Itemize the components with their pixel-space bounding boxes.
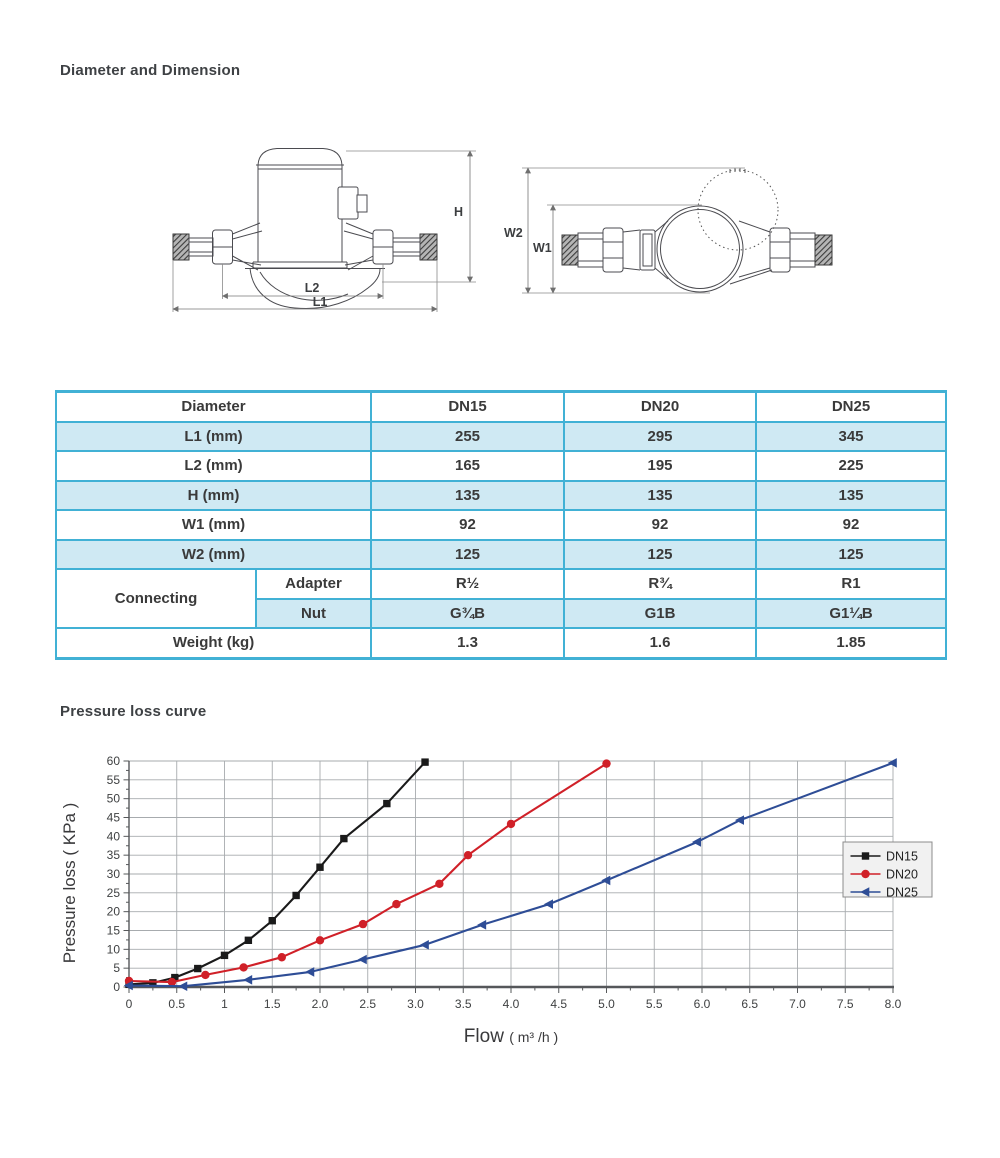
front-view-drawing	[562, 168, 832, 292]
row-label-cell: W1 (mm)	[56, 510, 371, 540]
thread-end-right	[420, 234, 437, 260]
thread-end-left2	[562, 235, 578, 265]
svg-text:0.5: 0.5	[168, 997, 186, 1011]
svg-text:60: 60	[106, 754, 120, 768]
legend-label-DN20: DN20	[886, 867, 918, 882]
table-row-adapter	[56, 569, 946, 599]
svg-text:6.5: 6.5	[741, 997, 759, 1011]
value-cell: 125	[564, 540, 756, 570]
meter-body-circle	[657, 206, 743, 292]
dim-label-h: H	[454, 205, 464, 219]
svg-text:3.0: 3.0	[407, 997, 424, 1011]
header-dn20-cell: DN20	[564, 392, 756, 422]
svg-text:3.5: 3.5	[454, 997, 472, 1011]
technical-drawings	[90, 138, 850, 338]
svg-text:7.0: 7.0	[789, 997, 806, 1011]
value-cell: 125	[371, 540, 564, 570]
header-dn25-cell: DN25	[756, 392, 946, 422]
value-cell: 92	[371, 510, 564, 540]
thread-end-left	[173, 234, 189, 260]
svg-text:8.0: 8.0	[884, 997, 902, 1011]
value-cell: 255	[371, 422, 564, 452]
table-header-row	[56, 392, 946, 422]
svg-text:50: 50	[106, 791, 120, 806]
svg-text:30: 30	[106, 867, 120, 881]
register-dome	[258, 149, 342, 166]
value-cell: G1B	[564, 599, 756, 629]
nut-right2	[770, 228, 790, 272]
value-cell: 1.3	[371, 628, 564, 658]
svg-text:6.0: 6.0	[693, 997, 711, 1011]
value-cell: 92	[756, 510, 946, 540]
svg-text:10: 10	[106, 942, 120, 957]
dim-label-l2: L2	[304, 281, 320, 295]
table-row	[56, 481, 946, 511]
pressure-loss-chart	[55, 745, 955, 1060]
legend-label-DN15: DN15	[886, 849, 918, 864]
dimension-heading: Diameter and Dimension	[60, 62, 241, 79]
x-tick-labels	[126, 997, 902, 1011]
chart-ticks	[124, 761, 894, 993]
svg-text:15: 15	[106, 923, 120, 938]
svg-text:0: 0	[125, 997, 133, 1011]
value-cell: R¾	[564, 569, 756, 599]
value-cell: G1¼B	[756, 599, 946, 629]
svg-text:7.5: 7.5	[836, 997, 854, 1011]
pressure-heading: Pressure loss curve	[60, 703, 207, 720]
svg-text:2.0: 2.0	[311, 997, 329, 1011]
value-cell: R1	[756, 569, 946, 599]
svg-text:45: 45	[106, 810, 120, 825]
svg-text:5: 5	[113, 961, 120, 976]
table-row	[56, 510, 946, 540]
row-label-cell: L1 (mm)	[56, 422, 371, 452]
value-cell: 92	[564, 510, 756, 540]
side-view-dimensions	[173, 151, 476, 312]
value-cell: R½	[371, 569, 564, 599]
header-diameter-cell: Diameter	[56, 392, 371, 422]
row-label-cell: H (mm)	[56, 481, 371, 511]
adapter-label-cell: Adapter	[256, 569, 371, 599]
dim-label-w2: W2	[504, 226, 523, 240]
dimension-table	[55, 390, 947, 660]
chart-legend	[843, 842, 932, 900]
chart-grid	[129, 761, 893, 987]
value-cell: 195	[564, 451, 756, 481]
value-cell: 165	[371, 451, 564, 481]
svg-text:40: 40	[106, 829, 120, 844]
value-cell: 1.85	[756, 628, 946, 658]
chart-series-DN15	[125, 758, 428, 988]
value-cell: 135	[371, 481, 564, 511]
svg-text:55: 55	[106, 772, 120, 787]
x-axis-title: Flow ( m³ /h )	[463, 1026, 559, 1047]
row-label-cell: Weight (kg)	[56, 628, 371, 658]
value-cell: 1.6	[564, 628, 756, 658]
svg-text:25: 25	[106, 885, 120, 900]
header-dn15-cell: DN15	[371, 392, 564, 422]
svg-text:35: 35	[106, 848, 120, 863]
thread-end-right2	[815, 235, 832, 265]
svg-text:2.5: 2.5	[359, 997, 377, 1011]
svg-text:0: 0	[113, 980, 120, 994]
svg-text:20: 20	[106, 904, 120, 919]
svg-text:1.5: 1.5	[263, 997, 281, 1011]
dim-label-w1: W1	[533, 241, 552, 255]
value-cell: G¾B	[371, 599, 564, 629]
value-cell: 225	[756, 451, 946, 481]
value-cell: 125	[756, 540, 946, 570]
value-cell: 295	[564, 422, 756, 452]
nut-label-cell: Nut	[256, 599, 371, 629]
row-label-cell: L2 (mm)	[56, 451, 371, 481]
y-tick-labels	[107, 754, 121, 994]
legend-label-DN25: DN25	[886, 885, 918, 900]
svg-text:4.0: 4.0	[502, 997, 520, 1011]
svg-text:1: 1	[221, 997, 228, 1011]
dim-label-l1: L1	[312, 295, 328, 309]
chart-series-DN25	[124, 758, 897, 991]
value-cell: 135	[564, 481, 756, 511]
table-row	[56, 451, 946, 481]
value-cell: 135	[756, 481, 946, 511]
nut-left2	[603, 228, 623, 272]
svg-text:4.5: 4.5	[550, 997, 568, 1011]
value-cell: 345	[756, 422, 946, 452]
connecting-label-cell: Connecting	[56, 569, 256, 628]
svg-text:5.0: 5.0	[598, 997, 615, 1011]
table-row-weight	[56, 628, 946, 658]
table-row	[56, 540, 946, 570]
inlet-flange	[640, 230, 655, 270]
table-row	[56, 422, 946, 452]
svg-text:5.5: 5.5	[645, 997, 663, 1011]
row-label-cell: W2 (mm)	[56, 540, 371, 570]
y-axis-title: Pressure loss ( KPa )	[60, 802, 79, 964]
register-hinge	[338, 187, 358, 219]
